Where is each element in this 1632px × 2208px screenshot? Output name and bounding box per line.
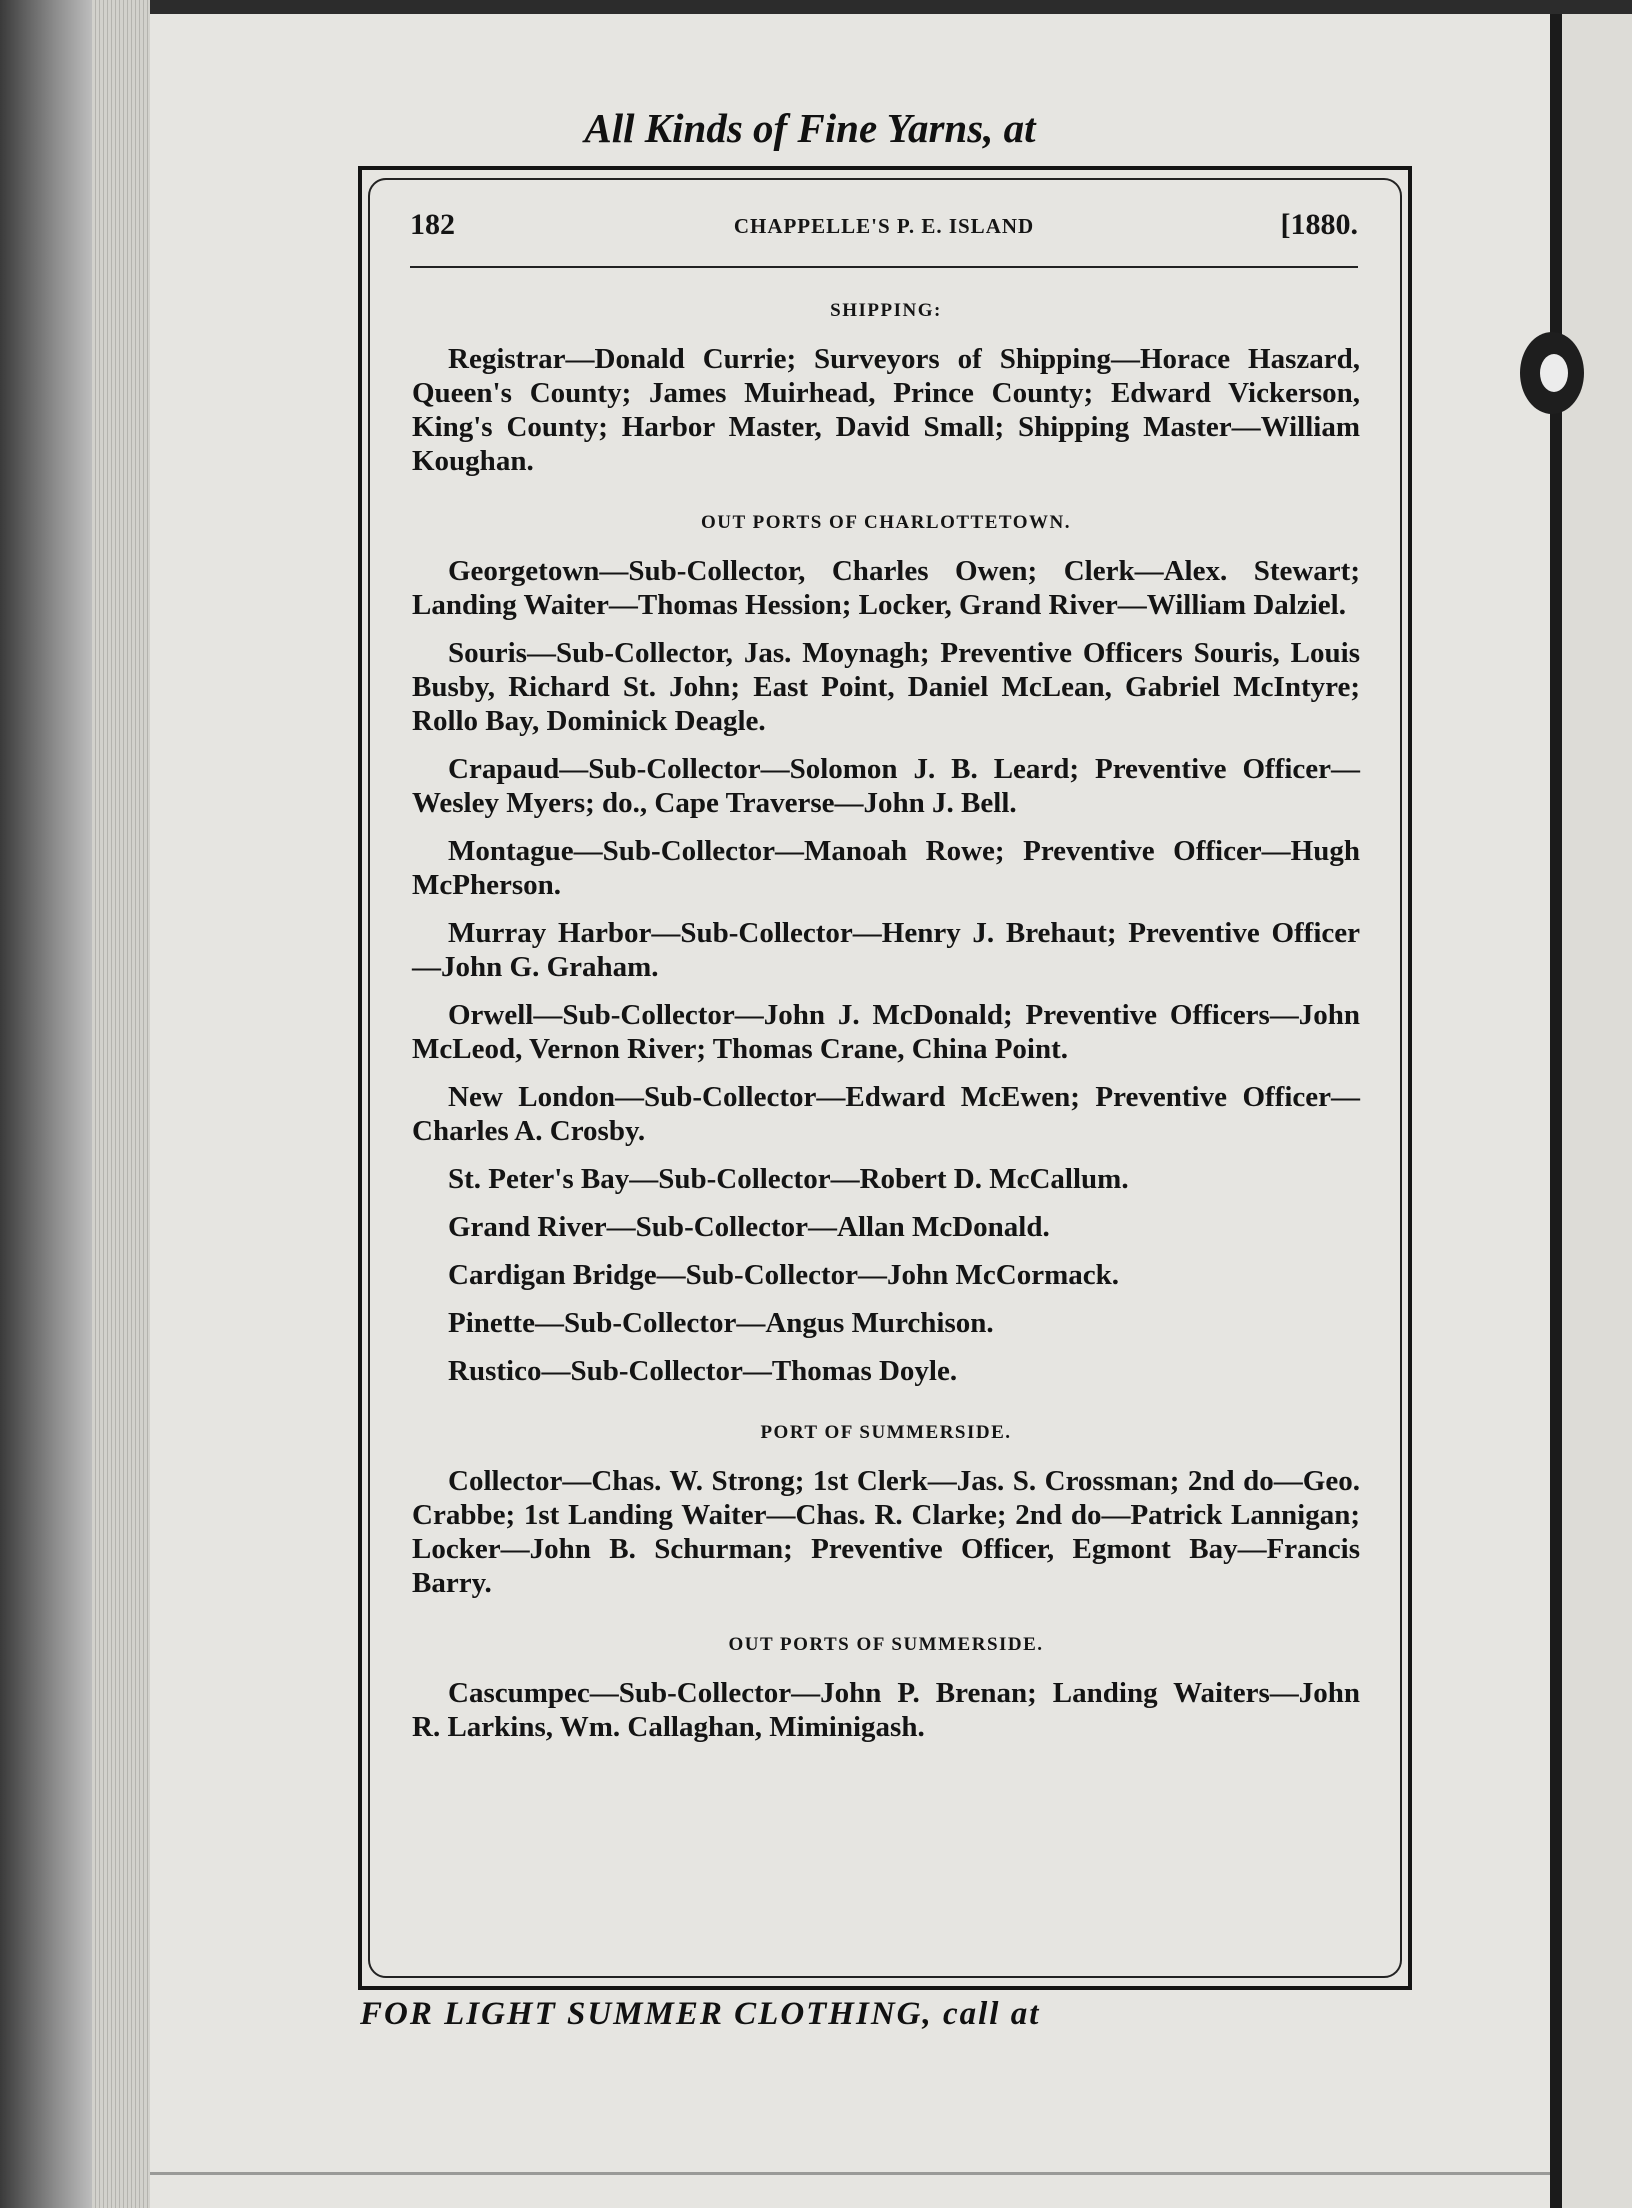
running-header <box>410 208 1358 248</box>
page-body <box>412 298 1360 1758</box>
paragraph-new-london: New London—Sub-Collector—Edward McEwen; Preventive Officer—Charles A. Crosby. <box>412 1081 1360 1147</box>
section-heading-out-ports-summerside: OUT PORTS OF SUMMERSIDE. <box>728 1634 1044 1655</box>
header-rule <box>410 266 1358 268</box>
paragraph-montague: Montague—Sub-Collector—Manoah Rowe; Preventive Officer—Hugh McPherson. <box>412 835 1360 901</box>
page-number: 182 <box>410 208 455 241</box>
paragraph-shipping: Registrar—Donald Currie; Surveyors of Shipping—Horace Haszard, Queen's County; James Muirhead, Prince County; Edward Vickerson, King's County; Harbor Master, David Small; Shipping Master—William Koughan. <box>412 343 1360 477</box>
book-spine <box>0 0 92 2208</box>
scan-top-edge <box>150 0 1632 14</box>
advertisement-bottom: FOR LIGHT SUMMER CLOTHING, call at <box>360 1996 1041 2032</box>
paragraph-cascumpec: Cascumpec—Sub-Collector—John P. Brenan; Landing Waiters—John R. Larkins, Wm. Callaghan, Miminigash. <box>412 1677 1360 1743</box>
section-heading-out-ports-charlottetown: OUT PORTS OF CHARLOTTETOWN. <box>701 512 1071 533</box>
paragraph-georgetown: Georgetown—Sub-Collector, Charles Owen; Clerk—Alex. Stewart; Landing Waiter—Thomas Hession; Locker, Grand River—William Dalziel. <box>412 555 1360 621</box>
paragraph-rustico: Rustico—Sub-Collector—Thomas Doyle. <box>448 1355 958 1387</box>
section-heading-port-summerside: PORT OF SUMMERSIDE. <box>760 1422 1012 1443</box>
paragraph-murray-harbor: Murray Harbor—Sub-Collector—Henry J. Brehaut; Preventive Officer—John G. Graham. <box>412 917 1360 983</box>
paragraph-crapaud: Crapaud—Sub-Collector—Solomon J. B. Leard; Preventive Officer—Wesley Myers; do., Cape Traverse—John J. Bell. <box>412 753 1360 819</box>
paragraph-grand-river: Grand River—Sub-Collector—Allan McDonald. <box>448 1211 1050 1243</box>
paragraph-orwell: Orwell—Sub-Collector—John J. McDonald; Preventive Officers—John McLeod, Vernon River; Thomas Crane, China Point. <box>412 999 1360 1065</box>
binding-hole <box>1520 332 1584 414</box>
header-year: [1880. <box>1280 208 1358 241</box>
paragraph-pinette: Pinette—Sub-Collector—Angus Murchison. <box>448 1307 994 1339</box>
advertisement-top: All Kinds of Fine Yarns, at <box>584 105 1036 151</box>
running-title: CHAPPELLE'S P. E. ISLAND <box>733 214 1035 238</box>
paragraph-souris: Souris—Sub-Collector, Jas. Moynagh; Preventive Officers Souris, Louis Busby, Richard St. John; East Point, Daniel McLean, Gabriel McIntyre; Rollo Bay, Dominick Deagle. <box>412 637 1360 737</box>
paragraph-summerside: Collector—Chas. W. Strong; 1st Clerk—Jas. S. Crossman; 2nd do—Geo. Crabbe; 1st Landing Waiter—Chas. R. Clarke; 2nd do—Patrick Lannigan; Locker—John B. Schurman; Preventive Officer, Egmont Bay—Francis Barry. <box>412 1465 1360 1599</box>
page-edges <box>92 0 150 2208</box>
paragraph-st-peters-bay: St. Peter's Bay—Sub-Collector—Robert D. McCallum. <box>448 1163 1129 1195</box>
paragraph-cardigan-bridge: Cardigan Bridge—Sub-Collector—John McCormack. <box>448 1259 1119 1291</box>
section-heading-shipping: SHIPPING: <box>830 300 942 321</box>
bottom-rule <box>150 2172 1550 2175</box>
